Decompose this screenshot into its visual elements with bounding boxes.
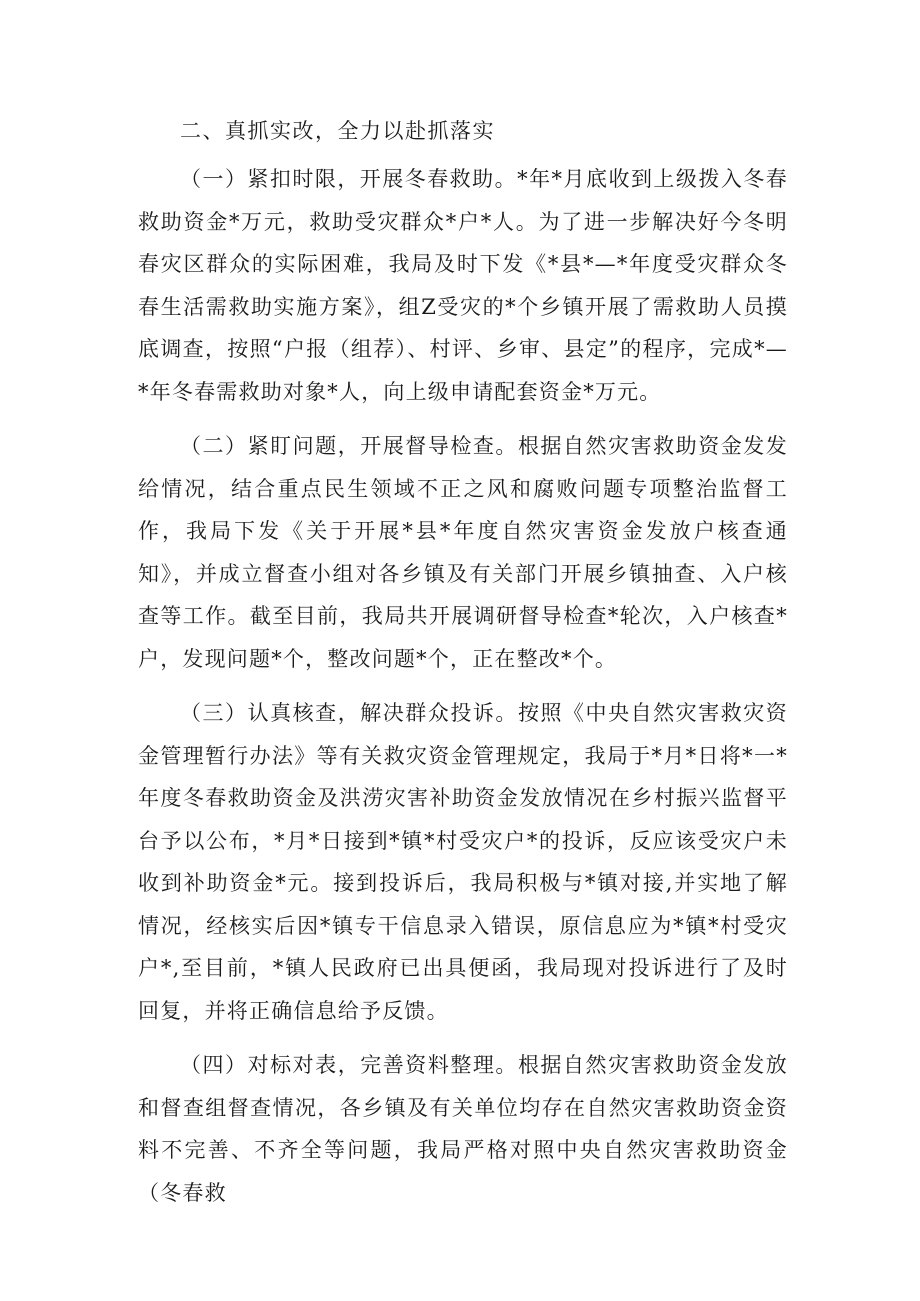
paragraph-winter-spring-relief: （一）紧扣时限，开展冬春救助。*年*月底收到上级拨入冬春救助资金*万元，救助受灾群众*户*人。为了进一步解决好今冬明春灾区群众的实际困难，我局及时下发《*县*—*年度受灾群众冬春生活需救助实施方案》，组Z受灾的*个乡镇开展了需救助人员摸底调查，按照“户报（组荐）、村评、乡审、县定”的程序，完成*—*年冬春需救助对象*人，向上级申请配套资金*万元。 [138, 167, 788, 404]
paragraph-supervision-inspection: （二）紧盯问题，开展督导检查。根据自然灾害救助资金发发给情况，结合重点民生领域不正之风和腐败问题专项整治监督工作，我局下发《关于开展*县*年度自然灾害资金发放户核查通知》，并成立督查小组对各乡镇及有关部门开展乡镇抽查、入户核查等工作。截至目前，我局共开展调研督导检查*轮次，入户核查*户，发现问题*个，整改问题*个，正在整改*个。 [138, 434, 788, 671]
section-heading: 二、真抓实改，全力以赴抓落实 [180, 119, 495, 143]
paragraph-document-organization: （四）对标对表，完善资料整理。根据自然灾害救助资金发放和督查组督查情况，各乡镇及有关单位均存在自然灾害救助资金资料不完善、不齐全等问题，我局严格对照中央自然灾害救助资金（冬春救 [138, 1053, 788, 1205]
paragraph-complaint-handling: （三）认真核查，解决群众投诉。按照《中央自然灾害救灾资金管理暂行办法》等有关救灾资金管理规定，我局于*月*日将*一*年度冬春救助资金及洪涝灾害补助资金发放情况在乡村振兴监督平台予以公布，*月*日接到*镇*村受灾户*的投诉，反应该受灾户未收到补助资金*元。接到投诉后，我局积极与*镇对接,并实地了解情况，经核实后因*镇专干信息录入错误，原信息应为*镇*村受灾户*,至目前，*镇人民政府已出具便函，我局现对投诉进行了及时回复，并将正确信息给予反馈。 [138, 701, 788, 1023]
document-body [138, 110, 788, 1226]
